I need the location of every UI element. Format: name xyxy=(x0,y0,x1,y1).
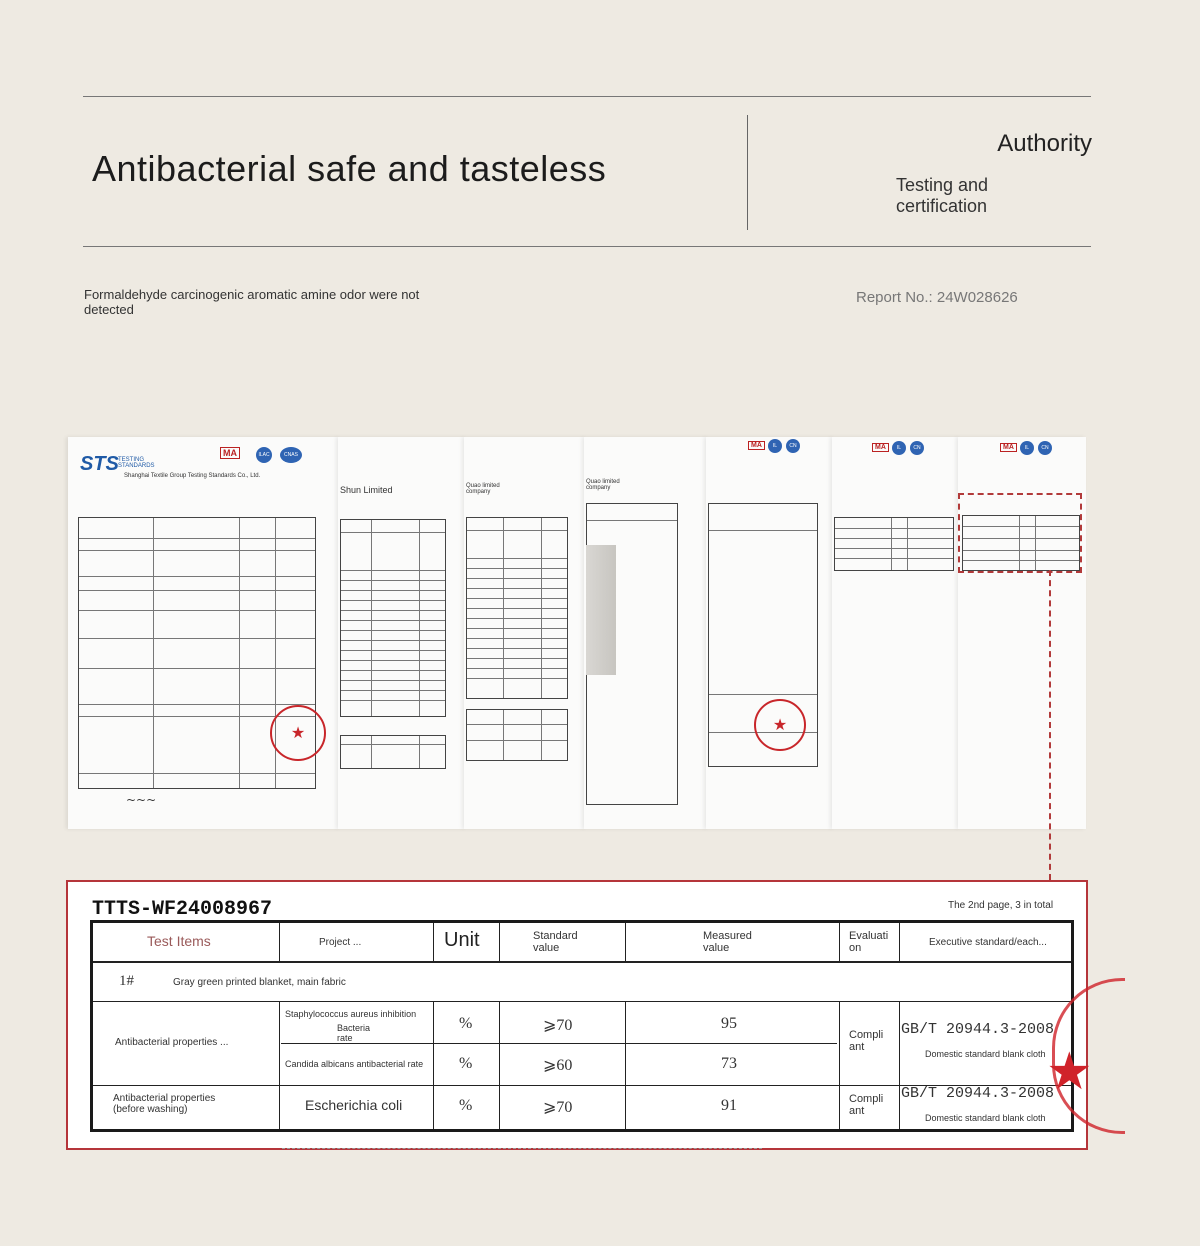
report-page-7 xyxy=(958,437,1086,829)
measured-row1: 95 xyxy=(721,1015,737,1032)
project-ecoli: Escherichia coli xyxy=(305,1097,403,1113)
header-project: Project ... xyxy=(319,937,362,948)
project-staph-sub: Bacteria rate xyxy=(337,1023,371,1043)
header-divider xyxy=(747,115,748,230)
standard-row2: ⩾60 xyxy=(543,1057,573,1074)
zoom-seal-star-icon: ★ xyxy=(1046,1043,1093,1101)
report-page-2 xyxy=(338,437,466,829)
exec-standard-1-note: Domestic standard blank cloth xyxy=(925,1049,1046,1059)
page3-header: Quao limited company xyxy=(466,483,500,495)
certification-subtitle: Testing and certification xyxy=(896,175,989,216)
report-number: Report No.: 24W028626 xyxy=(856,289,1018,306)
report-page-6 xyxy=(832,437,960,829)
page5-seal: ★ xyxy=(754,699,806,751)
unit-row1: % xyxy=(459,1015,473,1032)
zoomed-report-excerpt xyxy=(66,880,1093,1150)
header-standard: Standard value xyxy=(533,930,578,954)
report-code: TTTS-WF24008967 xyxy=(92,898,273,921)
measured-row2: 73 xyxy=(721,1055,737,1072)
cma-mark: MA xyxy=(220,447,240,459)
sts-logo-subtext: TESTING STANDARDS xyxy=(118,457,155,469)
standard-row1: ⩾70 xyxy=(543,1017,573,1034)
page6-ilac-mark: IL xyxy=(892,441,906,455)
project-staph: Staphylococcus aureus inhibition xyxy=(285,1009,417,1019)
header-unit: Unit xyxy=(444,929,480,951)
ilac-mark: ILAC xyxy=(256,447,272,463)
header-evaluation: Evaluati on xyxy=(849,930,889,954)
page2-table-b xyxy=(340,735,446,769)
page7-cma-mark: MA xyxy=(1000,443,1017,452)
page7-ilac-mark: IL xyxy=(1020,441,1034,455)
page3-table-b xyxy=(466,709,568,761)
page5-ilac-mark: IL xyxy=(768,439,782,453)
exec-standard-1: GB/T 20944.3-2008 xyxy=(901,1021,1055,1038)
page7-cnas-mark: CN xyxy=(1038,441,1052,455)
cnas-mark: CNAS xyxy=(280,447,302,463)
test-description: Formaldehyde carcinogenic aromatic amine odor were not detected xyxy=(84,287,420,317)
unit-row2: % xyxy=(459,1055,473,1072)
page5-cnas-mark: CN xyxy=(786,439,800,453)
group-before-washing: Antibacterial properties (before washing) xyxy=(113,1093,216,1115)
sts-logo: STS xyxy=(80,453,119,475)
report-page-4 xyxy=(584,437,708,829)
group-antibacterial: Antibacterial properties ... xyxy=(115,1037,229,1048)
project-candida: Candida albicans antibacterial rate xyxy=(285,1059,424,1069)
unit-row3: % xyxy=(459,1097,473,1114)
authority-label: Authority xyxy=(997,130,1092,157)
page2-table xyxy=(340,519,446,717)
page4-header: Quao limited company xyxy=(586,479,620,491)
page3-table xyxy=(466,517,568,699)
exec-standard-2: GB/T 20944.3-2008 xyxy=(901,1085,1055,1102)
standard-row3: ⩾70 xyxy=(543,1099,573,1116)
header-test-items: Test Items xyxy=(147,933,211,949)
evaluation-1: Compli ant xyxy=(849,1029,884,1053)
page6-table xyxy=(834,517,954,571)
report-page-5 xyxy=(706,437,834,829)
top-rule xyxy=(83,96,1091,97)
page5-cma-mark: MA xyxy=(748,441,765,450)
report-page-1 xyxy=(68,437,340,829)
evaluation-2: Compli ant xyxy=(849,1093,884,1117)
page6-cnas-mark: CN xyxy=(910,441,924,455)
page1-seal: ★ xyxy=(270,705,326,761)
page-title: Antibacterial safe and tasteless xyxy=(92,148,607,189)
zoom-connector xyxy=(1049,570,1051,880)
sample-description: Gray green printed blanket, main fabric xyxy=(173,977,346,988)
report-page-3 xyxy=(464,437,586,829)
sample-number: 1# xyxy=(119,973,134,989)
zoom-dashed-underline xyxy=(282,1148,762,1149)
fabric-sample-photo xyxy=(586,545,616,675)
page-note: The 2nd page, 3 in total xyxy=(948,900,1054,911)
page1-company: Shanghai Textile Group Testing Standards Co., Ltd. xyxy=(124,473,261,479)
report-pages-strip xyxy=(68,437,1086,829)
page2-header: Shun Limited xyxy=(340,485,393,495)
measured-row3: 91 xyxy=(721,1097,737,1114)
zoomed-table xyxy=(90,920,1074,1132)
page6-cma-mark: MA xyxy=(872,443,889,452)
exec-standard-2-note: Domestic standard blank cloth xyxy=(925,1113,1046,1123)
header-exec-standard: Executive standard/each... xyxy=(929,937,1047,948)
bottom-rule xyxy=(83,246,1091,247)
highlight-box xyxy=(958,493,1082,573)
header-measured: Measured value xyxy=(703,930,752,954)
page1-signature: ~~~ xyxy=(126,793,157,807)
